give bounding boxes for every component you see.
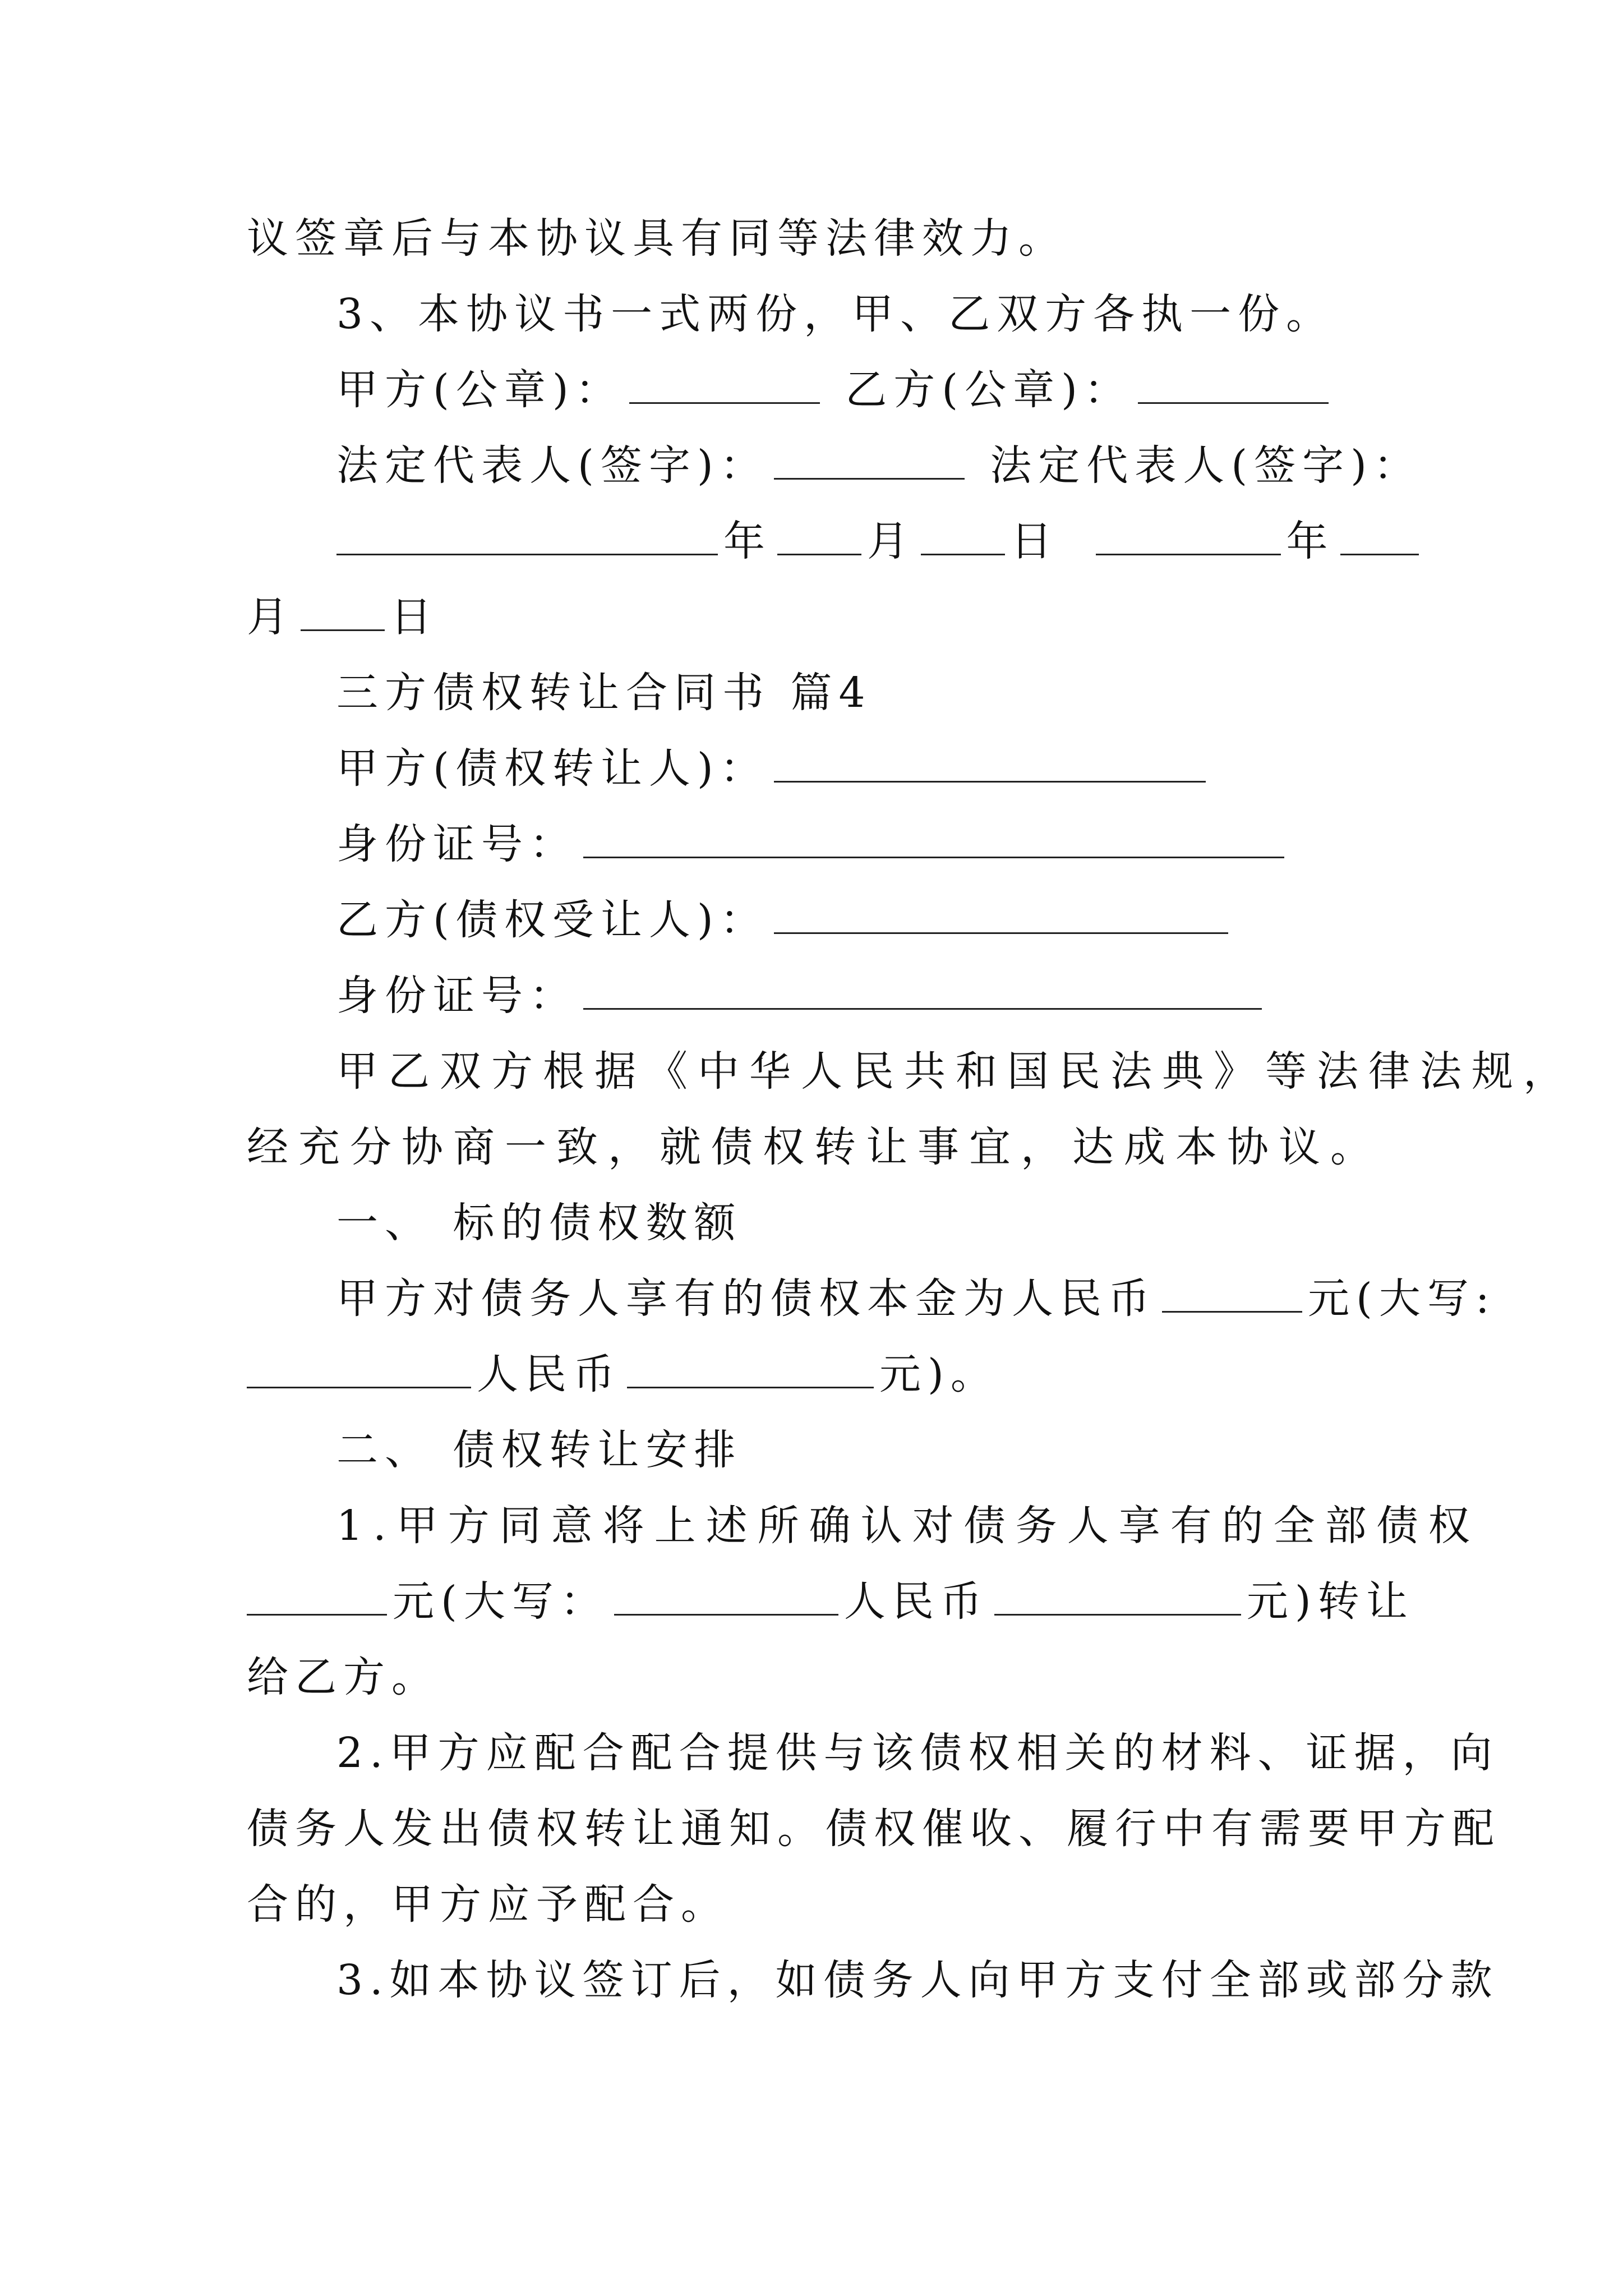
amount-text: 元(大写: (1308, 1274, 1496, 1323)
party-b-blank (774, 893, 1228, 934)
party-b-label: 乙方(债权受让人)： (336, 896, 768, 944)
party-a-label: 甲方(债权转让人)： (336, 744, 768, 793)
amount-words-blank (247, 1347, 471, 1388)
text-line: 合的，甲方应予配合。 (247, 1880, 729, 1929)
text-line: 2.甲方应配合配合提供与该债权相关的材料、证据，向 (336, 1729, 1499, 1777)
day-label: 日 (1011, 517, 1059, 565)
party-a-seal-label: 甲方(公章)： (336, 366, 624, 414)
rep-b-label: 法定代表人(签字)： (990, 441, 1422, 490)
party-b-seal-blank (1138, 363, 1329, 404)
id-number-label: 身份证号： (336, 972, 578, 1020)
amount-blank (1162, 1272, 1302, 1313)
amount-rmb-blank (627, 1347, 874, 1388)
id-number-line (336, 805, 1387, 884)
amount-line (247, 1562, 1414, 1641)
party-b-line (336, 881, 1387, 959)
party-a-blank (774, 742, 1206, 783)
day-blank (921, 514, 1005, 555)
amount-words-blank (614, 1575, 838, 1616)
text-line: 甲乙双方根据《中华人民共和国民法典》等法律法规， (336, 1047, 1575, 1096)
representative-line (336, 426, 1422, 505)
section-heading: 一、 标的债权数额 (336, 1199, 743, 1247)
year-label: 年 (1286, 517, 1335, 565)
month-label: 月 (247, 593, 295, 641)
text-line: 经充分协商一致，就债权转让事宜，达成本协议。 (247, 1123, 1382, 1171)
text-line: 给乙方。 (247, 1653, 440, 1701)
id-number-line (336, 956, 1387, 1035)
amount-line-continued (247, 1335, 1387, 1414)
party-b-seal-label: 乙方(公章)： (845, 366, 1133, 414)
id-number-blank (583, 969, 1262, 1010)
date-line (336, 502, 1387, 581)
rep-a-blank (774, 439, 965, 480)
section-heading: 二、 债权转让安排 (336, 1426, 743, 1474)
year-label: 年 (723, 517, 772, 565)
text-line: 3、本协议书一式两份，甲、乙双方各执一份。 (336, 290, 1335, 338)
amount-text: 元(大写： (393, 1577, 608, 1626)
text-line: 3.如本协议签订后，如债务人向甲方支付全部或部分款 (336, 1956, 1499, 2004)
amount-text: 人民币 (477, 1350, 621, 1398)
seal-line (336, 351, 1387, 429)
amount-text: 元)转让 (1246, 1577, 1414, 1626)
text-line: 债务人发出债权转让通知。债权催收、履行中有需要甲方配 (247, 1805, 1501, 1853)
amount-blank (247, 1575, 387, 1616)
amount-text: 甲方对债务人享有的债权本金为人民币 (336, 1274, 1156, 1323)
amount-rmb-blank (994, 1575, 1241, 1616)
amount-text: 人民币 (843, 1577, 989, 1626)
rep-a-label: 法定代表人(签字)： (336, 441, 768, 490)
party-a-seal-blank (629, 363, 820, 404)
month-label: 月 (867, 517, 915, 565)
date-a-blank (336, 514, 718, 555)
amount-text: 元)。 (879, 1350, 999, 1398)
id-number-blank (583, 817, 1284, 858)
text-line: 议签章后与本协议具有同等法律效力。 (247, 214, 1067, 263)
text-line: 1.甲方同意将上述所确认对债务人享有的全部债权 (336, 1502, 1480, 1550)
day-blank (301, 590, 385, 631)
month-blank (777, 514, 861, 555)
date-b-blank (1096, 514, 1281, 555)
month-blank (1340, 514, 1419, 555)
party-a-line (336, 729, 1387, 808)
section-title: 三方债权转让合同书 篇4 (336, 669, 872, 717)
day-label: 日 (390, 593, 439, 641)
date-line-continued (247, 578, 1387, 656)
amount-line (336, 1259, 1496, 1338)
id-number-label: 身份证号： (336, 820, 578, 868)
